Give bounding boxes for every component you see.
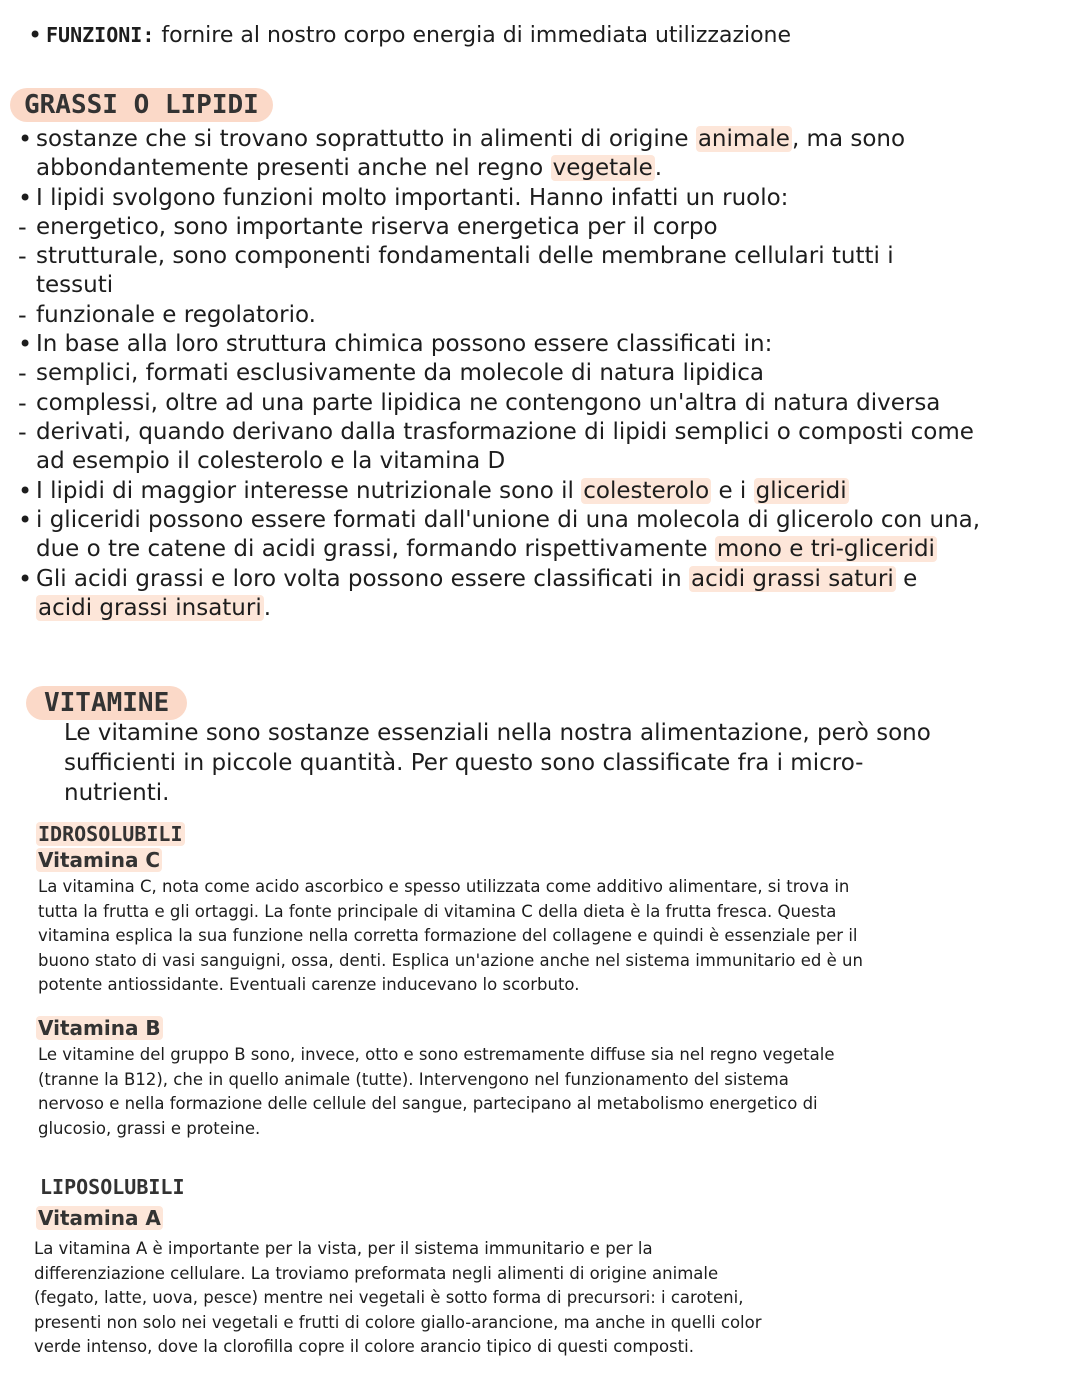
lipidi-d4: semplici, formati esclusivamente da molecole di natura lipidica [36, 360, 764, 386]
bullet: • [18, 330, 33, 358]
bullet: • [18, 506, 33, 534]
highlight: gliceridi [755, 478, 847, 504]
lipidi-p4: I lipidi di maggior interesse nutrizionale sono il colesterolo e i gliceridi [36, 478, 847, 504]
bullet: • [18, 477, 33, 505]
highlight: acidi grassi saturi [690, 566, 894, 592]
subheading-idrosolubili: IDROSOLUBILI [38, 822, 183, 846]
paragraph-line: potente antiossidante. Eventuali carenze inducevano lo scorbuto. [38, 975, 580, 994]
paragraph-line: vitamina esplica la sua funzione nella corretta formazione del collagene e quindi è essenziale per il [38, 926, 858, 945]
bullet: • [18, 184, 33, 212]
highlight: animale [697, 126, 790, 152]
lipidi-p6a: Gli acidi grassi e loro volta possono essere classificati in acidi grassi saturi e [36, 566, 918, 592]
paragraph-line: buono stato di vasi sanguigni, ossa, denti. Esplica un'azione anche nel sistema immunitario ed è un [38, 950, 863, 970]
paragraph-line: presenti non solo nei vegetali e frutti di colore giallo-arancione, ma anche in quelli color [34, 1312, 762, 1332]
dash: - [18, 242, 27, 270]
lipidi-p5b: due o tre catene di acidi grassi, formando rispettivamente mono e tri-gliceridi [36, 536, 935, 562]
lipidi-p6b: acidi grassi insaturi. [38, 595, 272, 621]
bullet: • [18, 125, 33, 153]
dash: - [18, 301, 27, 329]
subheading-vitamina-a: Vitamina A [38, 1206, 161, 1230]
paragraph-line: verde intenso, dove la clorofilla copre il colore arancio tipico di questi composti. [34, 1337, 694, 1356]
lipidi-p1-line1: sostanze che si trovano soprattutto in alimenti di origine animale, ma sono [36, 126, 906, 152]
subheading-vitamina-c: Vitamina C [38, 848, 161, 872]
vitamine-intro-1: Le vitamine sono sostanze essenziali nella nostra alimentazione, però sono [64, 720, 931, 746]
subheading-vitamina-b: Vitamina B [38, 1016, 161, 1040]
lipidi-p5a: i gliceridi possono essere formati dall'unione di una molecola di glicerolo con una, [36, 507, 981, 533]
heading-vitamine: VITAMINE [26, 686, 187, 720]
bullet: • [28, 21, 43, 49]
heading-lipidi: GRASSI O LIPIDI [10, 88, 273, 122]
paragraph-line: (fegato, latte, uova, pesce) mentre nei vegetali è sotto forma di precursori: i caroteni, [34, 1288, 744, 1307]
dash: - [18, 213, 27, 241]
lipidi-d6a: derivati, quando derivano dalla trasformazione di lipidi semplici o composti come [36, 419, 974, 445]
highlight: acidi grassi insaturi [38, 595, 262, 621]
lipidi-p3: In base alla loro struttura chimica possono essere classificati in: [36, 331, 773, 357]
dash: - [18, 359, 27, 387]
lipidi-d2a: strutturale, sono componenti fondamentali delle membrane cellulari tutti i [36, 243, 894, 269]
functions-line [46, 21, 791, 50]
paragraph-line: (tranne la B12), che in quello animale (tutte). Intervengono nel funzionamento del sistema [38, 1069, 789, 1089]
functions-text: fornire al nostro corpo energia di immediata utilizzazione [161, 23, 792, 48]
lipidi-d1: energetico, sono importante riserva energetica per il corpo [36, 214, 718, 240]
highlight: colesterolo [583, 478, 710, 504]
lipidi-d2b: tessuti [36, 272, 114, 298]
lipidi-p1-line2: abbondantemente presenti anche nel regno vegetale. [36, 155, 663, 181]
paragraph-line: tutta la frutta e gli ortaggi. La fonte principale di vitamina C della dieta è la frutta fresca. Questa [38, 901, 837, 921]
paragraph-line: glucosio, grassi e proteine. [38, 1118, 261, 1138]
lipidi-p2: I lipidi svolgono funzioni molto importanti. Hanno infatti un ruolo: [36, 185, 789, 211]
lipidi-d5: complessi, oltre ad una parte lipidica ne contengono un'altra di natura diversa [36, 390, 941, 416]
dash: - [18, 418, 27, 446]
bullet: • [18, 565, 33, 593]
vitamine-intro-2: sufficienti in piccole quantità. Per questo sono classificate fra i micro- [64, 750, 864, 776]
paragraph-line: nervoso e nella formazione delle cellule del sangue, partecipano al metabolismo energetico di [38, 1094, 818, 1113]
paragraph-line: differenziazione cellulare. La troviamo preformata negli alimenti di origine animale [34, 1263, 719, 1283]
paragraph-line: La vitamina C, nota come acido ascorbico e spesso utilizzata come additivo alimentare, si trova in [38, 877, 850, 896]
lipidi-d3: funzionale e regolatorio. [36, 302, 316, 328]
lipidi-d6b: ad esempio il colesterolo e la vitamina D [36, 448, 506, 474]
subheading-liposolubili: LIPOSOLUBILI [40, 1175, 185, 1199]
paragraph-line: La vitamina A è importante per la vista, per il sistema immunitario e per la [34, 1239, 653, 1258]
vitamine-intro-3: nutrienti. [64, 780, 170, 806]
dash: - [18, 389, 27, 417]
paragraph-line: Le vitamine del gruppo B sono, invece, otto e sono estremamente diffuse sia nel regno vegetale [38, 1045, 835, 1064]
highlight: mono e tri-gliceridi [716, 536, 935, 562]
highlight: vegetale [552, 155, 653, 181]
functions-label: FUNZIONI: [46, 23, 155, 47]
